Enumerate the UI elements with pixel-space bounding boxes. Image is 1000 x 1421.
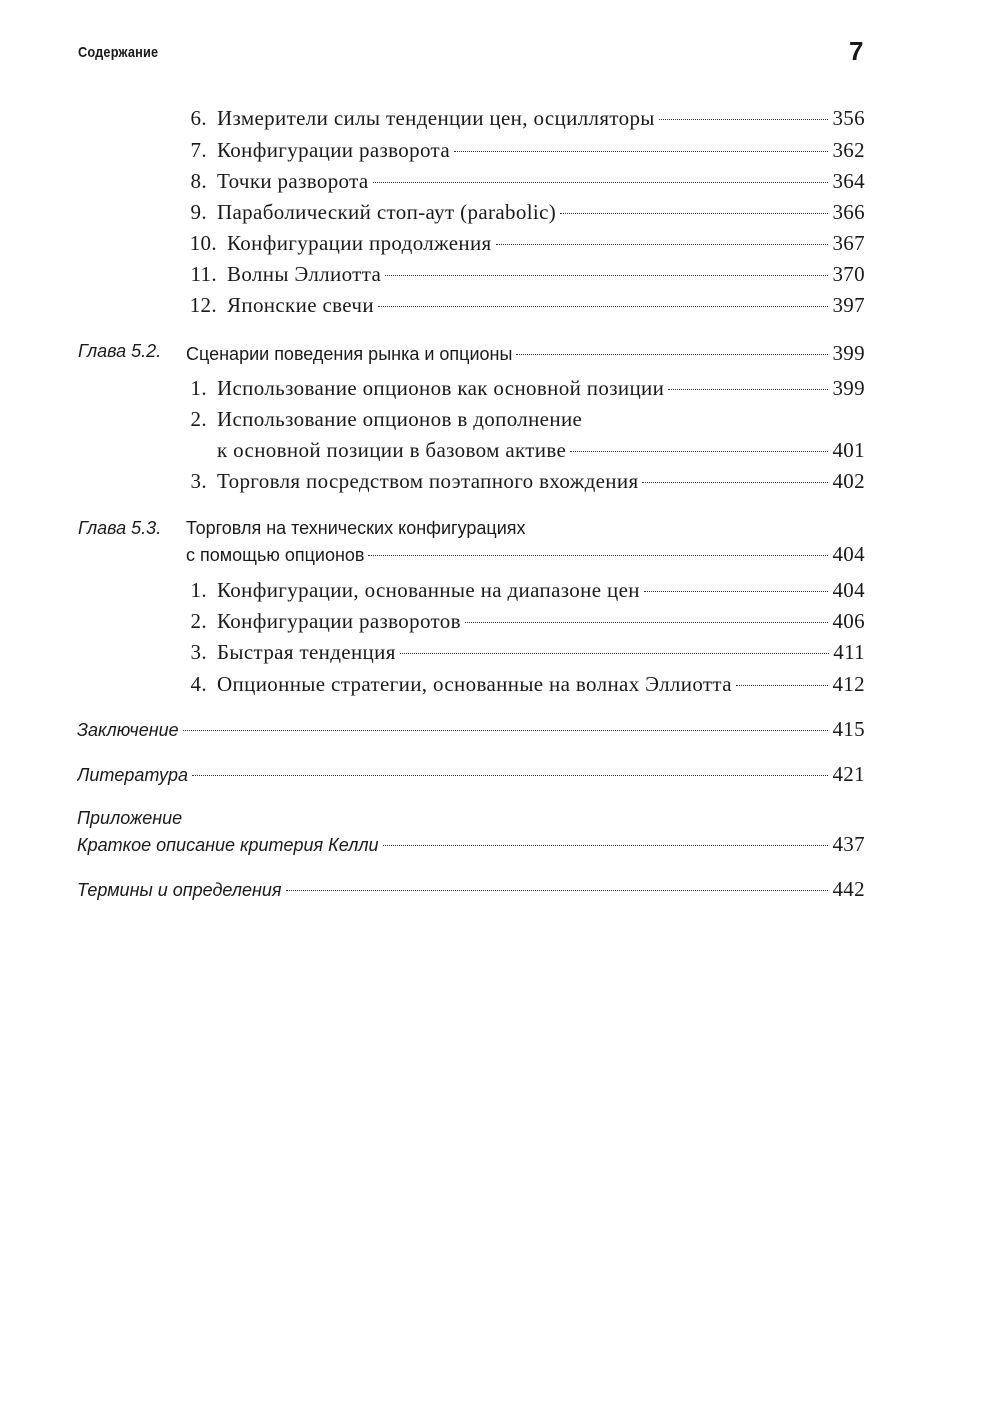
dot-leader — [560, 213, 828, 214]
dot-leader — [644, 591, 829, 592]
toc-entry[interactable] — [183, 200, 865, 225]
entry-number: 12. — [189, 293, 217, 317]
dot-leader — [373, 182, 829, 183]
entry-page: 401 — [832, 438, 865, 462]
chapter-title-line1: Торговля на технических конфигурациях — [186, 518, 526, 538]
chapter-entry[interactable] — [186, 542, 865, 567]
entry-title: Волны Эллиотта — [227, 262, 382, 286]
entry-title: Краткое описание критерия Келли — [77, 835, 379, 855]
entry-title: Конфигурации разворота — [217, 138, 451, 162]
entry-page: 404 — [832, 578, 865, 602]
entry-page: 437 — [832, 832, 865, 856]
chapter-title-continued: с помощью опционов — [186, 545, 365, 565]
entry-title: Торговля посредством поэтапного вхождения — [217, 469, 639, 493]
entry-number: 1. — [190, 578, 207, 602]
entry-title: Литература — [77, 765, 188, 785]
entry-title: Использование опционов как основной позиции — [217, 376, 665, 400]
entry-page: 402 — [832, 469, 865, 493]
dot-leader — [383, 845, 829, 846]
entry-page: 364 — [832, 169, 865, 193]
entry-page: 421 — [832, 762, 865, 786]
dot-leader — [192, 775, 828, 776]
dot-leader — [400, 653, 830, 654]
toc-entry[interactable] — [183, 293, 865, 318]
entry-number: 1. — [190, 376, 207, 400]
dot-leader — [659, 119, 829, 120]
dot-leader — [378, 306, 829, 307]
entry-page: 356 — [832, 106, 865, 130]
entry-page: 411 — [833, 640, 865, 664]
toc-entry-conclusion[interactable] — [77, 717, 865, 742]
entry-number: 10. — [189, 231, 217, 255]
entry-title: Заключение — [77, 720, 179, 740]
toc-entry-glossary[interactable] — [77, 877, 865, 902]
entry-title: Параболический стоп-аут (parabolic) — [217, 200, 557, 224]
dot-leader — [385, 275, 828, 276]
entry-page: 412 — [832, 672, 865, 696]
entry-page: 415 — [832, 717, 865, 741]
entry-number: 2. — [190, 407, 207, 431]
toc-entry[interactable] — [183, 106, 865, 131]
entry-page: 442 — [832, 877, 865, 901]
page-number: 7 — [849, 36, 864, 66]
dot-leader — [454, 151, 828, 152]
dot-leader — [465, 622, 829, 623]
entry-number: 2. — [190, 609, 207, 633]
dot-leader — [516, 354, 828, 355]
toc-entry[interactable] — [183, 169, 865, 194]
dot-leader — [286, 890, 829, 891]
entry-title: Конфигурации разворотов — [217, 609, 461, 633]
appendix-label: Приложение — [77, 808, 183, 828]
entry-title: Термины и определения — [77, 880, 282, 900]
toc-entry[interactable] — [183, 609, 865, 634]
entry-page: 370 — [832, 262, 865, 286]
toc-entry[interactable] — [183, 578, 865, 603]
entry-page: 362 — [832, 138, 865, 162]
entry-page: 406 — [832, 609, 865, 633]
dot-leader — [496, 244, 829, 245]
entry-number: 9. — [190, 200, 207, 224]
chapter-label: Глава 5.3. — [78, 518, 162, 538]
entry-title: Измерители силы тенденции цен, осцилляторы — [217, 106, 655, 130]
toc-entry-line1[interactable] — [183, 407, 582, 432]
entry-page: 367 — [832, 231, 865, 255]
entry-page: 399 — [832, 376, 865, 400]
entry-number: 11. — [190, 262, 217, 286]
dot-leader — [570, 451, 828, 452]
toc-entry[interactable] — [183, 231, 865, 256]
toc-entry[interactable] — [183, 672, 865, 697]
entry-title-continued: к основной позиции в базовом активе — [217, 438, 567, 462]
dot-leader — [736, 685, 829, 686]
entry-page: 366 — [832, 200, 865, 224]
entry-title: Конфигурации, основанные на диапазоне цен — [217, 578, 640, 602]
toc-entry-line2[interactable] — [217, 438, 865, 463]
toc-entry[interactable] — [183, 262, 865, 287]
entry-number: 6. — [190, 106, 207, 130]
dot-leader — [642, 482, 828, 483]
toc-entry[interactable] — [183, 138, 865, 163]
chapter-label: Глава 5.2. — [78, 341, 162, 361]
entry-title: Конфигурации продолжения — [227, 231, 492, 255]
entry-page: 397 — [832, 293, 865, 317]
entry-number: 8. — [190, 169, 207, 193]
entry-number: 3. — [190, 469, 207, 493]
entry-number: 4. — [190, 672, 207, 696]
entry-title: Японские свечи — [227, 293, 374, 317]
dot-leader — [368, 555, 828, 556]
chapter-page: 399 — [832, 341, 865, 365]
entry-title: Быстрая тенденция — [217, 640, 396, 664]
dot-leader — [668, 389, 828, 390]
entry-title: Опционные стратегии, основанные на волнах Эллиотта — [217, 672, 732, 696]
toc-entry-literature[interactable] — [77, 762, 865, 787]
entry-number: 3. — [190, 640, 207, 664]
entry-title: Использование опционов в дополнение — [217, 407, 583, 431]
entry-number: 7. — [190, 138, 207, 162]
dot-leader — [183, 730, 829, 731]
chapter-title: Сценарии поведения рынка и опционы — [186, 344, 513, 364]
toc-entry[interactable] — [183, 640, 865, 665]
toc-entry[interactable] — [183, 376, 865, 401]
chapter-entry[interactable] — [186, 341, 865, 366]
page-header-title: Содержание — [78, 44, 159, 61]
toc-entry[interactable] — [183, 469, 865, 494]
toc-entry-appendix[interactable] — [77, 832, 865, 857]
chapter-page: 404 — [832, 542, 865, 566]
entry-title: Точки разворота — [217, 169, 369, 193]
